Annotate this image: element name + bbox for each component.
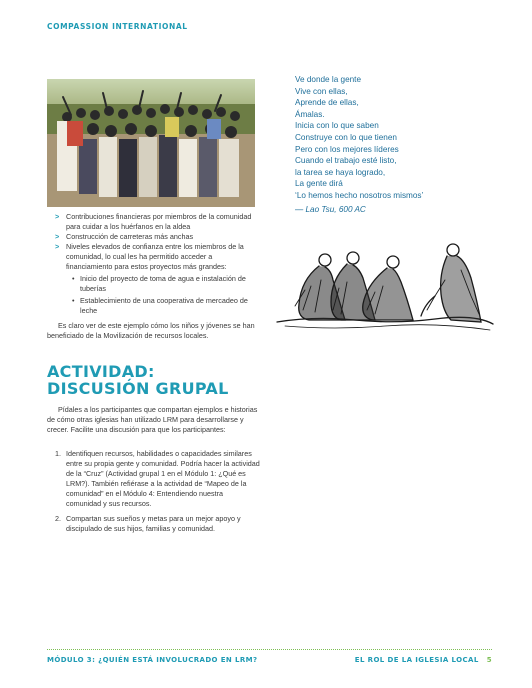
group-photo [47, 79, 255, 207]
footer-divider [47, 649, 492, 650]
chevron-right-icon: > [55, 212, 60, 221]
page-number: 5 [486, 656, 492, 664]
kneeling-figures-illustration [275, 240, 495, 340]
footer-module-title: MÓDULO 3: ¿QUIÉN ESTÁ INVOLUCRADO EN LRM? [47, 656, 258, 664]
activity-title: ACTIVIDAD: DISCUSIÓN GRUPAL [47, 362, 229, 398]
poem-line: Construye con lo que tienen [295, 132, 397, 142]
poem-line: Inicia con lo que saben [295, 121, 379, 131]
poem-line: la tarea se haya logrado, [295, 167, 386, 177]
footer-section [355, 656, 492, 664]
poem-quote [295, 74, 495, 215]
poem-line: Aprende de ellas, [295, 98, 359, 108]
list-item: 2. Compartan sus sueños y metas para un mejor apoyo y discipulado de sus hijos, familias y comunidad. [55, 514, 241, 533]
sub-list-item: • Establecimiento de una cooperativa de mercadeo de leche [72, 296, 248, 315]
footer-section-title: EL ROL DE LA IGLESIA LOCAL [354, 656, 479, 664]
poem-line: Ve donde la gente [295, 75, 362, 84]
poem-attribution: — Lao Tsu, 600 AC [295, 204, 366, 214]
list-item: 1. Identifiquen recursos, habilidades o capacidades similares entre su propia gente y comunidad. Podría hacer la actividad de la “Cruz” (Actividad grupal 1 en el Módulo 1: ¿Qué es LRM?). También refiérase a la actividad de “Mapeo de la comunidad” en el Módulo 4: Entendiendo nuestra comunidad y sus recursos. [55, 449, 260, 508]
sub-list-item: • Inicio del proyecto de toma de agua e instalación de tuberías [72, 274, 246, 293]
chevron-right-icon: > [55, 232, 60, 241]
poem-line: ‘Lo hemos hecho nosotros mismos’ [295, 190, 424, 200]
poem-line: Cuando el trabajo esté listo, [295, 156, 397, 166]
activity-intro: Pídales a los participantes que compartan ejemplos e historias de cómo otras iglesias han utilizado LRM para desarrollarse y crecer. Facilite una discusión para que los participantes: [47, 405, 258, 434]
bullet-dot-icon: • [72, 274, 75, 283]
bullet-dot-icon: • [72, 296, 75, 305]
activity-steps [55, 449, 260, 539]
list-item: > Niveles elevados de confianza entre los miembros de la comunidad, lo cual les ha permitido acceder a financiamiento para estos proyectos más grandes: [55, 242, 244, 271]
contributions-list [55, 212, 260, 318]
chevron-right-icon: > [55, 242, 60, 251]
list-item: > Contribuciones financieras por miembros de la comunidad para cuidar a los huérfanos en la aldea [55, 212, 252, 231]
summary-paragraph: Es claro ver de este ejemplo cómo los niños y jóvenes se han beneficiado de la Movilización de recursos locales. [47, 321, 255, 340]
poem-line: Pero con los mejores líderes [295, 144, 399, 154]
poem-line: Ámalas. [295, 109, 325, 119]
list-item: > Construcción de carreteras más anchas [55, 232, 194, 241]
poem-line: Vive con ellas, [295, 86, 348, 96]
brand-header: COMPASSION INTERNATIONAL [47, 22, 188, 31]
poem-line: La gente dirá [295, 179, 343, 189]
